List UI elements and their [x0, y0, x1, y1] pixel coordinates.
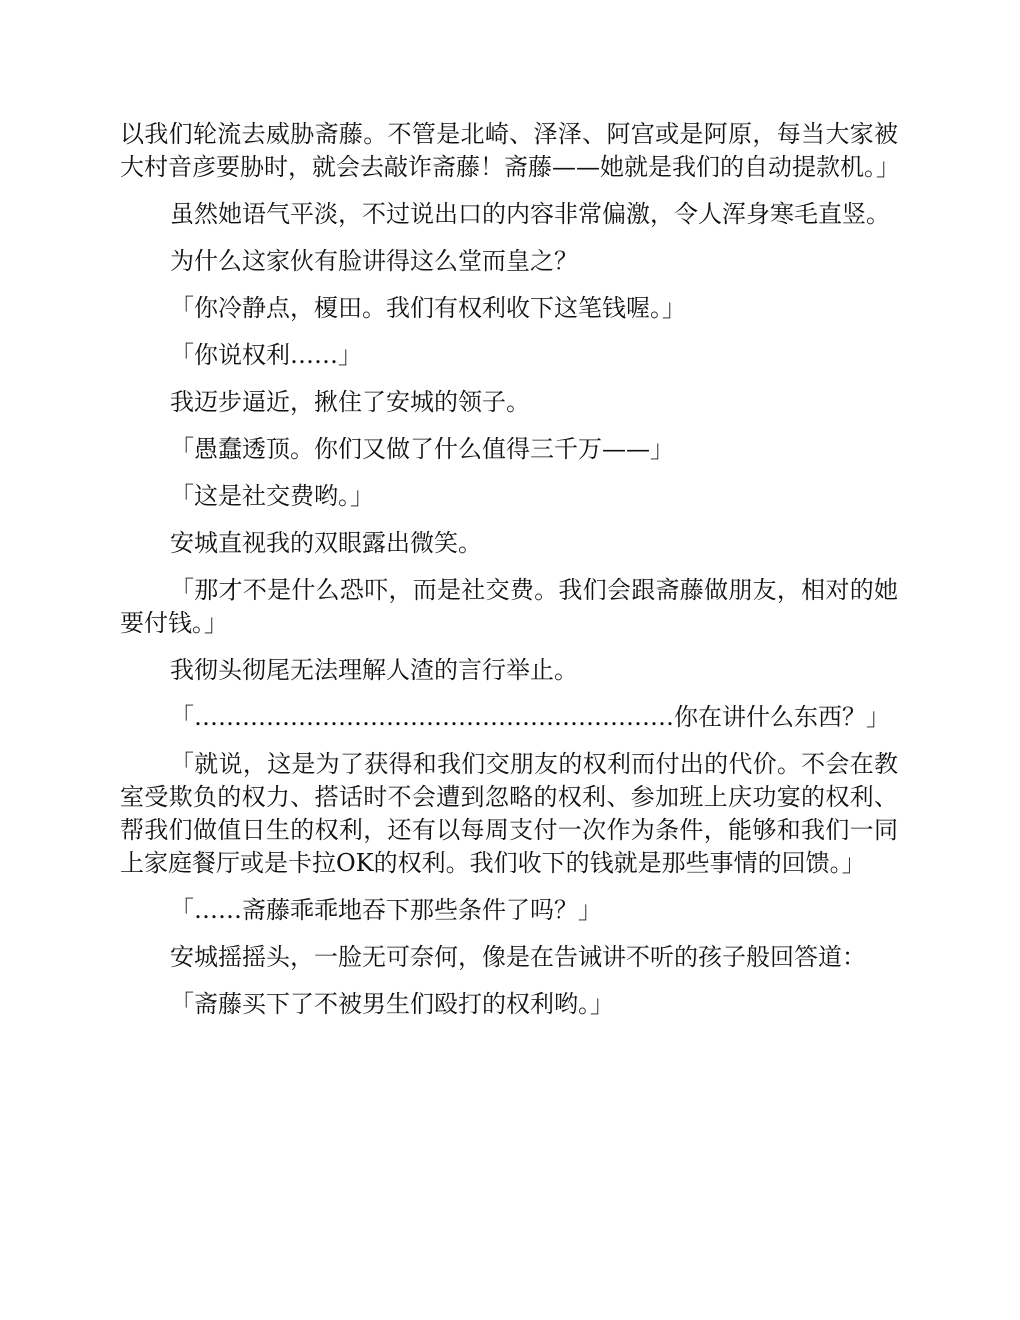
paragraph: 「……………………………………………………你在讲什么东西？」 [170, 703, 890, 731]
paragraph: 「这是社交费哟。」 [170, 482, 374, 510]
paragraph: 「斋藤买下了不被男生们殴打的权利哟。」 [170, 990, 614, 1018]
paragraph: 「愚蠢透顶。你们又做了什么值得三千万——」 [170, 435, 674, 463]
paragraph: 「……斋藤乖乖地吞下那些条件了吗？」 [170, 896, 602, 924]
paragraph: 「你冷静点，榎田。我们有权利收下这笔钱喔。」 [170, 294, 686, 322]
paragraph: 为什么这家伙有脸讲得这么堂而皇之？ [170, 247, 578, 275]
paragraph: 以我们轮流去威胁斋藤。不管是北崎、泽泽、阿宫或是阿原，每当大家被大村音彦要胁时，就会去敲诈斋藤！斋藤——她就是我们的自动提款机。」 [120, 120, 900, 181]
paragraph: 安城摇摇头，一脸无可奈何，像是在告诫讲不听的孩子般回答道： [170, 943, 866, 971]
paragraph: 我彻头彻尾无法理解人渣的言行举止。 [170, 656, 578, 684]
paragraph: 虽然她语气平淡，不过说出口的内容非常偏激，令人浑身寒毛直竖。 [170, 200, 890, 228]
document-page [120, 118, 898, 1035]
paragraph: 我迈步逼近，揪住了安城的领子。 [170, 388, 530, 416]
paragraph: 「你说权利……」 [170, 341, 362, 369]
paragraph: 安城直视我的双眼露出微笑。 [170, 529, 482, 557]
paragraph: 「就说，这是为了获得和我们交朋友的权利而付出的代价。不会在教室受欺负的权力、搭话时不会遭到忽略的权利、参加班上庆功宴的权利、帮我们做值日生的权利，还有以每周支付一次作为条件，能够和我们一同上家庭餐厅或是卡拉OK的权利。我们收下的钱就是那些事情的回馈。」 [120, 750, 898, 877]
paragraph: 「那才不是什么恐吓，而是社交费。我们会跟斋藤做朋友，相对的她要付钱。」 [120, 576, 898, 637]
